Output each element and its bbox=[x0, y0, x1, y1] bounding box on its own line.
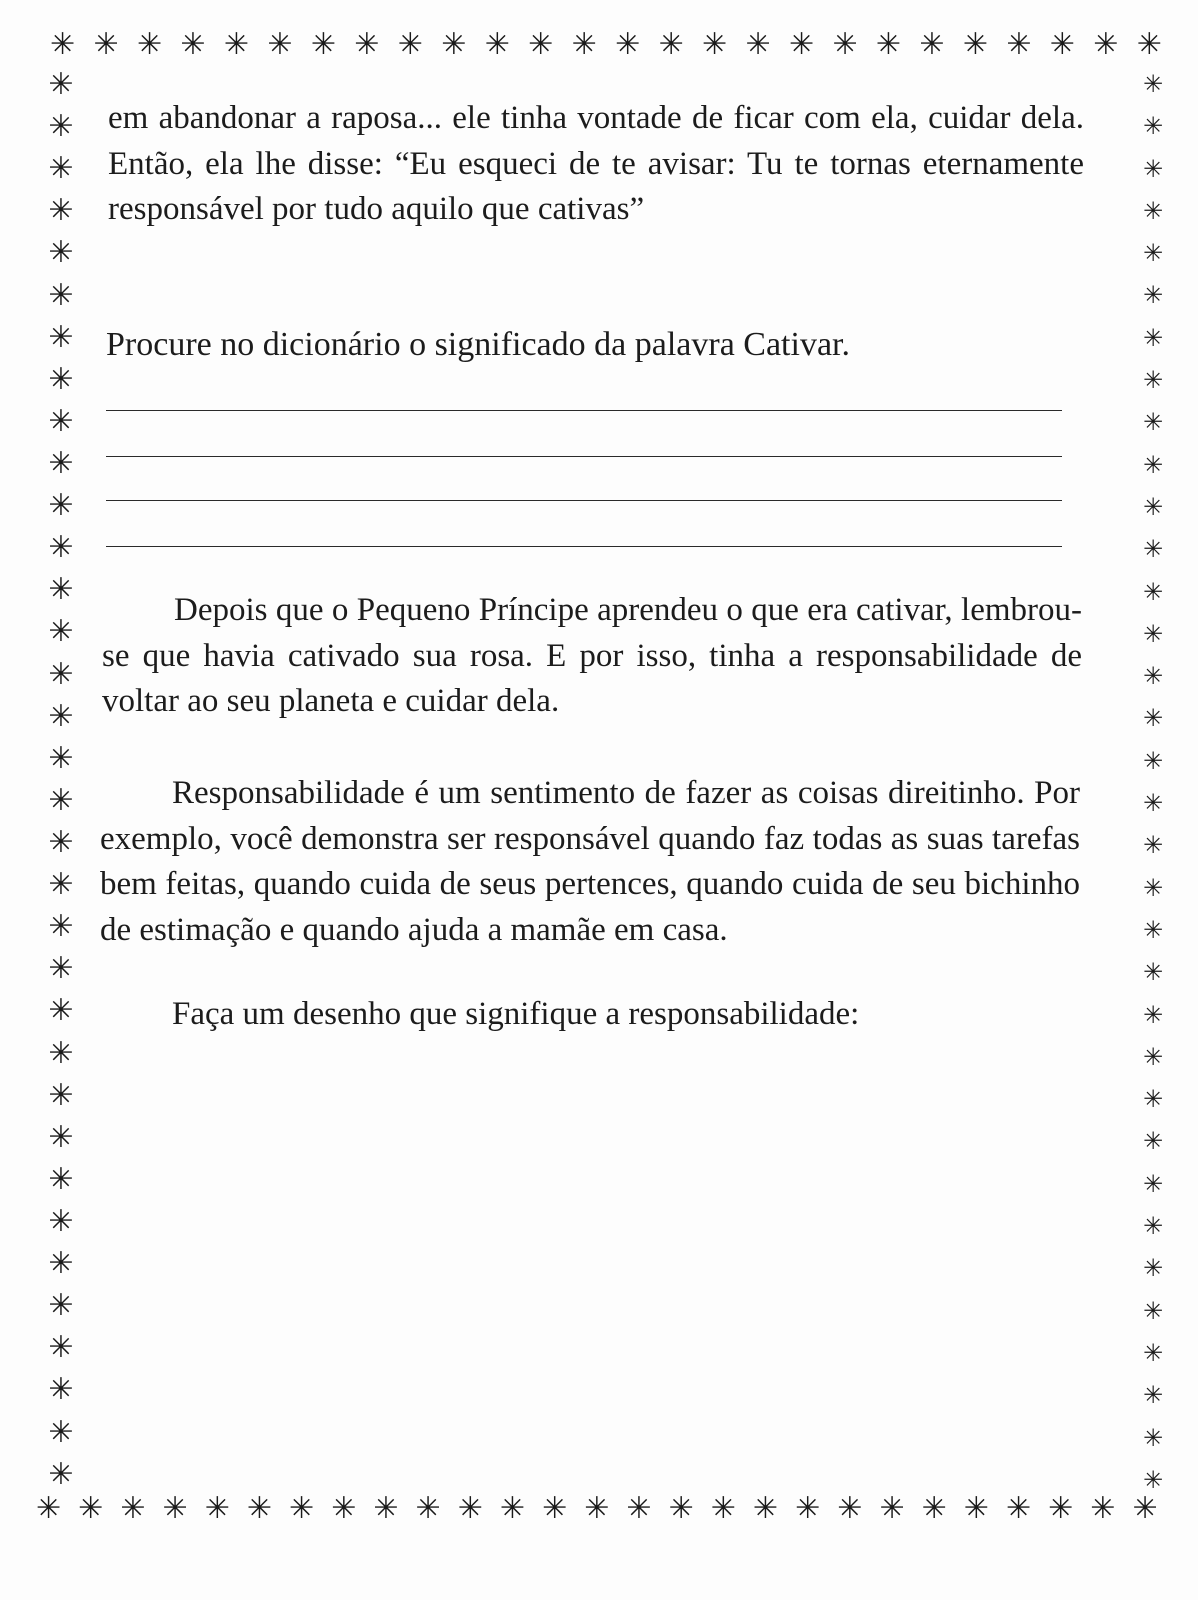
border-star-icon: ✳ bbox=[457, 1491, 483, 1526]
border-star-icon: ✳ bbox=[1136, 27, 1162, 62]
border-star-icon: ✳ bbox=[668, 1491, 694, 1526]
border-star-icon: ✳ bbox=[1142, 196, 1164, 225]
border-star-icon: ✳ bbox=[875, 27, 902, 62]
border-star-icon: ✳ bbox=[1006, 27, 1032, 62]
border-star-icon: ✳ bbox=[48, 951, 74, 987]
border-star-icon: ✳ bbox=[615, 27, 641, 62]
border-star-icon: ✳ bbox=[1142, 1127, 1164, 1156]
border-star-icon: ✳ bbox=[1090, 1491, 1116, 1526]
border-star-icon: ✳ bbox=[1142, 1465, 1164, 1494]
border-star-icon: ✳ bbox=[1142, 408, 1164, 437]
border-right bbox=[1140, 72, 1166, 1492]
border-star-icon: ✳ bbox=[48, 67, 74, 102]
border-star-icon: ✳ bbox=[879, 1491, 905, 1526]
border-star-icon: ✳ bbox=[48, 193, 74, 229]
border-star-icon: ✳ bbox=[1142, 789, 1164, 818]
border-star-icon: ✳ bbox=[1142, 746, 1164, 775]
border-star-icon: ✳ bbox=[1142, 450, 1164, 479]
border-star-icon: ✳ bbox=[48, 235, 74, 271]
border-star-icon: ✳ bbox=[921, 1491, 947, 1526]
border-star-icon: ✳ bbox=[1142, 492, 1164, 521]
border-star-icon: ✳ bbox=[584, 1491, 610, 1526]
border-star-icon: ✳ bbox=[48, 656, 74, 692]
border-left bbox=[44, 67, 78, 1492]
border-star-icon: ✳ bbox=[1142, 1423, 1164, 1452]
border-star-icon: ✳ bbox=[48, 1330, 74, 1366]
border-star-icon: ✳ bbox=[1142, 662, 1164, 691]
border-star-icon: ✳ bbox=[48, 530, 74, 566]
border-star-icon: ✳ bbox=[48, 867, 74, 903]
border-star-icon: ✳ bbox=[48, 445, 74, 481]
border-star-icon: ✳ bbox=[1049, 27, 1075, 62]
border-star-icon: ✳ bbox=[1132, 1491, 1158, 1526]
border-star-icon: ✳ bbox=[752, 1491, 779, 1526]
border-star-icon: ✳ bbox=[745, 27, 771, 62]
border-star-icon: ✳ bbox=[48, 1161, 74, 1197]
border-star-icon: ✳ bbox=[1142, 323, 1164, 352]
border-star-icon: ✳ bbox=[223, 27, 250, 62]
border-star-icon: ✳ bbox=[1048, 1491, 1074, 1526]
border-star-icon: ✳ bbox=[48, 1414, 74, 1450]
border-star-icon: ✳ bbox=[415, 1491, 441, 1526]
responsibility-paragraph: Responsabilidade é um sentimento de fazer as coisas direitinho. Por exemplo, você demonstra ser responsável quando faz todas as suas tarefas bem feitas, quando cuida de seus pertences, quando cuida de seu bichinho de estimação e quando ajuda a mamãe em casa. bbox=[100, 775, 1080, 948]
border-star-icon: ✳ bbox=[1142, 1381, 1164, 1410]
answer-line-3[interactable] bbox=[106, 500, 1062, 501]
border-top bbox=[50, 27, 1162, 64]
border-star-icon: ✳ bbox=[397, 27, 423, 62]
dictionary-question: Procure no dicionário o significado da palavra Cativar. bbox=[106, 326, 850, 363]
border-star-icon: ✳ bbox=[919, 27, 945, 62]
border-star-icon: ✳ bbox=[1142, 1042, 1164, 1071]
border-star-icon: ✳ bbox=[1142, 239, 1164, 268]
story-paragraph: em abandonar a raposa... ele tinha vontade de ficar com ela, cuidar dela. Então, ela lhe disse: “Eu esqueci de te avisar: Tu te tornas eternamente responsável por tudo aquilo que cativas” bbox=[108, 100, 1084, 227]
border-star-icon: ✳ bbox=[1142, 831, 1164, 860]
border-star-icon: ✳ bbox=[180, 27, 206, 62]
border-star-icon: ✳ bbox=[1142, 619, 1164, 648]
border-star-icon: ✳ bbox=[542, 1491, 568, 1526]
border-star-icon: ✳ bbox=[48, 403, 74, 439]
border-star-icon: ✳ bbox=[1142, 1085, 1164, 1114]
border-star-icon: ✳ bbox=[48, 488, 74, 524]
border-star-icon: ✳ bbox=[354, 27, 380, 62]
border-star-icon: ✳ bbox=[1142, 958, 1164, 987]
border-star-icon: ✳ bbox=[484, 27, 510, 62]
border-star-icon: ✳ bbox=[1093, 27, 1119, 62]
border-star-icon: ✳ bbox=[267, 27, 293, 62]
border-star-icon: ✳ bbox=[837, 1491, 863, 1526]
border-star-icon: ✳ bbox=[963, 1491, 989, 1526]
border-star-icon: ✳ bbox=[795, 1491, 821, 1526]
border-star-icon: ✳ bbox=[441, 27, 467, 62]
border-star-icon: ✳ bbox=[528, 27, 554, 62]
border-star-icon: ✳ bbox=[1142, 915, 1164, 944]
border-star-icon: ✳ bbox=[1142, 281, 1164, 310]
border-star-icon: ✳ bbox=[36, 1491, 62, 1526]
border-star-icon: ✳ bbox=[1142, 70, 1164, 98]
border-star-icon: ✳ bbox=[48, 1372, 74, 1408]
answer-line-4[interactable] bbox=[106, 546, 1062, 547]
border-star-icon: ✳ bbox=[136, 27, 163, 62]
border-star-icon: ✳ bbox=[658, 27, 684, 62]
border-star-icon: ✳ bbox=[331, 1491, 357, 1526]
border-star-icon: ✳ bbox=[48, 824, 74, 860]
border-star-icon: ✳ bbox=[48, 151, 74, 187]
border-star-icon: ✳ bbox=[48, 1456, 74, 1492]
border-star-icon: ✳ bbox=[1142, 1169, 1164, 1198]
border-star-icon: ✳ bbox=[788, 27, 815, 62]
border-star-icon: ✳ bbox=[1142, 112, 1164, 141]
border-star-icon: ✳ bbox=[48, 109, 74, 145]
border-star-icon: ✳ bbox=[1142, 154, 1164, 183]
border-star-icon: ✳ bbox=[120, 1491, 146, 1526]
border-star-icon: ✳ bbox=[48, 909, 74, 945]
border-star-icon: ✳ bbox=[1005, 1491, 1032, 1526]
border-star-icon: ✳ bbox=[962, 27, 988, 62]
border-star-icon: ✳ bbox=[93, 27, 119, 62]
border-star-icon: ✳ bbox=[1142, 1338, 1164, 1367]
drawing-instruction: Faça um desenho que signifique a responsabilidade: bbox=[172, 996, 860, 1032]
border-star-icon: ✳ bbox=[48, 1288, 74, 1324]
border-star-icon: ✳ bbox=[48, 572, 74, 608]
border-star-icon: ✳ bbox=[48, 740, 74, 776]
border-star-icon: ✳ bbox=[1142, 577, 1164, 606]
border-star-icon: ✳ bbox=[310, 27, 336, 62]
border-star-icon: ✳ bbox=[48, 1119, 74, 1155]
border-star-icon: ✳ bbox=[1142, 366, 1164, 395]
border-star-icon: ✳ bbox=[48, 782, 74, 818]
border-star-icon: ✳ bbox=[1142, 873, 1164, 902]
border-star-icon: ✳ bbox=[50, 27, 76, 62]
border-star-icon: ✳ bbox=[1142, 1212, 1164, 1241]
border-star-icon: ✳ bbox=[48, 1035, 74, 1071]
border-star-icon: ✳ bbox=[1142, 704, 1164, 733]
border-star-icon: ✳ bbox=[48, 698, 74, 734]
border-star-icon: ✳ bbox=[626, 1491, 652, 1526]
border-star-icon: ✳ bbox=[204, 1491, 230, 1526]
answer-line-1[interactable] bbox=[106, 410, 1062, 411]
rose-paragraph: Depois que o Pequeno Príncipe aprendeu o que era cativar, lembrou-se que havia cativado sua rosa. E por isso, tinha a responsabilidade de voltar ao seu planeta e cuidar dela. bbox=[102, 592, 1082, 719]
border-star-icon: ✳ bbox=[48, 277, 74, 313]
border-star-icon: ✳ bbox=[289, 1491, 315, 1526]
border-star-icon: ✳ bbox=[48, 993, 74, 1029]
border-bottom bbox=[36, 1491, 1158, 1528]
border-star-icon: ✳ bbox=[373, 1491, 399, 1526]
border-star-icon: ✳ bbox=[48, 319, 74, 355]
border-star-icon: ✳ bbox=[48, 361, 74, 397]
border-star-icon: ✳ bbox=[832, 27, 858, 62]
border-star-icon: ✳ bbox=[1142, 1000, 1164, 1029]
border-star-icon: ✳ bbox=[499, 1491, 526, 1526]
border-star-icon: ✳ bbox=[1142, 535, 1164, 564]
border-star-icon: ✳ bbox=[1142, 1296, 1164, 1325]
border-star-icon: ✳ bbox=[78, 1491, 104, 1526]
border-star-icon: ✳ bbox=[246, 1491, 272, 1526]
drawing-area[interactable] bbox=[100, 1060, 1080, 1480]
border-star-icon: ✳ bbox=[48, 1077, 74, 1113]
border-star-icon: ✳ bbox=[571, 27, 597, 62]
answer-line-2[interactable] bbox=[106, 456, 1062, 457]
border-star-icon: ✳ bbox=[1142, 1254, 1164, 1283]
border-star-icon: ✳ bbox=[48, 614, 74, 650]
border-star-icon: ✳ bbox=[710, 1491, 736, 1526]
border-star-icon: ✳ bbox=[162, 1491, 188, 1526]
border-star-icon: ✳ bbox=[702, 27, 728, 62]
border-star-icon: ✳ bbox=[48, 1246, 74, 1282]
border-star-icon: ✳ bbox=[48, 1203, 74, 1239]
